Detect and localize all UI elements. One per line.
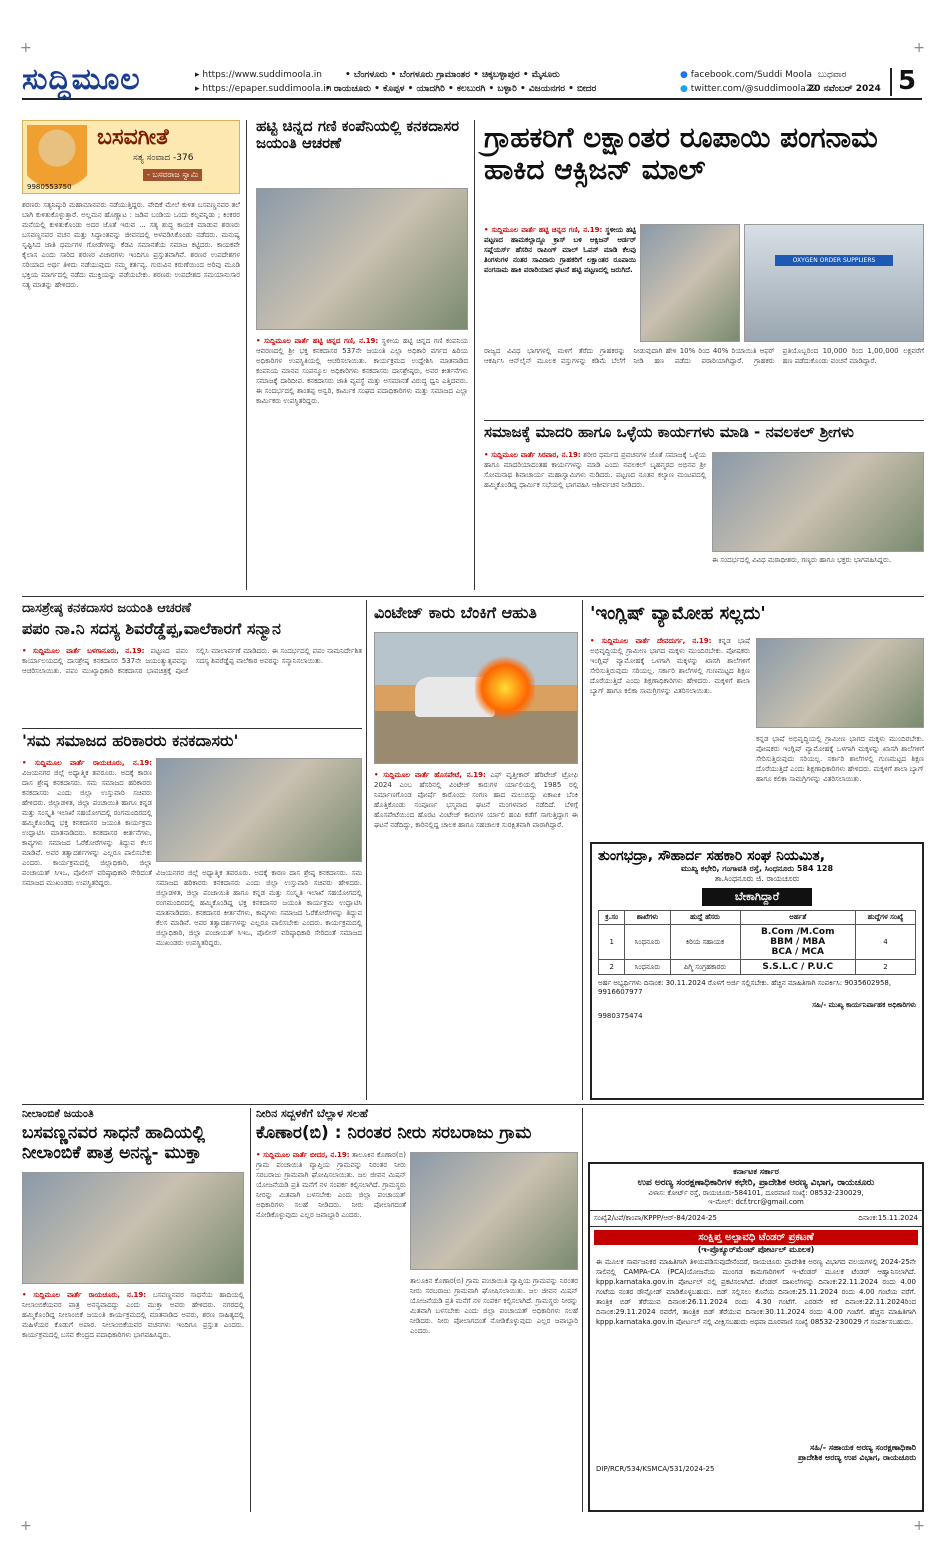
author-phone: 9980553750 (27, 183, 72, 191)
facebook-link[interactable] (680, 70, 812, 80)
section-rule (22, 1104, 924, 1105)
website-url[interactable]: https://www.suddimoola.in (202, 70, 322, 80)
ad-title: ತುಂಗಭದ್ರಾ, ಸೌಹಾರ್ದ ಸಹಕಾರಿ ಸಂಘ ನಿಯಮಿತ, (598, 848, 826, 864)
table-cell: 2 (599, 960, 625, 975)
basavageethe-body: ಶರಣರು ಸತ್ಯನಿಷ್ಠುರಿ ಮಹಾಮಾನವರು ನಡೆಯುತ್ತಿದ್ದರು. ವೇದಿಕೆ ಮೇಲೆ ಕುಳಿತ ಬಸವಣ್ಣನವರ ತಲೆ ಬಾಗಿ ಕುಳಿತುಕೊಳ್ಳುತ್ತಾರೆ. ಅಲ್ಲಮನ ಹೊಣ್ಣಾಟ : ಜಡಿವ ಬಂಡಿಯ ಒಂದು ಕಲ್ಪವನ್ನಿಡು ; ಕಿಂಕರರ ಮನೆಯಲ್ಲಿ ಕುಳಿತುಕೊಂಡು ಅದರ ಜೊತೆ ಇರುವ ... ಸತ್ಯ ಶುದ್ಧ ಕಾಯಕ ಮಾಡುವ ಶರಣರು ಬಸವಣ್ಣನವರ ವಚನ ಮತ್ತು ಸಿದ್ಧಾಂತವನ್ನು ಜೀವನದಲ್ಲಿ ಅಳವಡಿಸಿಕೊಂಡು ನಡೆದರು. ಮನುಷ್ಯ ಸೃಷ್ಟಿಸಿದ ಜಾತಿ ಧರ್ಮಗಳ ಗೋಡೆಗಳನ್ನು ಕೆಡವಿ ಸಮಾನತೆಯ ಸಮಾಜ ಕಟ್ಟಿದರು. ಕಾಯಕವೇ ಕೈಲಾಸ ಎಂದು ಸಾರಿದ ಶರಣರ ವಿಚಾರಗಳು ಇಂದಿಗೂ ಪ್ರಸ್ತುತವಾಗಿವೆ. ಶರಣರ ಉಪದೇಶಗಳ ಸರಿಯಾದ ಅರ್ಥ ತಿಳಿದು ನಡೆಯುವುದು ನಮ್ಮ ಕರ್ತವ್ಯ. ಗುರುವಿನ ಕರುಣೆಯಿಂದ ಅರಿವು ಮೂಡಿ ಭಕ್ತಿಯ ಮಾರ್ಗದಲ್ಲಿ ನಡೆದು ಮುಕ್ತಿಯನ್ನು ಪಡೆಯಬೇಕು. ಶರಣರು ಉಪದೇಶದ ಸಮಯಾನುಸಾರ ಸತ್ಯ ಮಾತನ್ನು ಹೇಳಿದರು. (22, 201, 240, 289)
article-text: ತಾಲೂಕಿನ ಕೊಣಾರ(ಬಿ) ಗ್ರಾಮ ಪಂಚಾಯಿತಿ ವ್ಯಾಪ್ತಿಯ ಗ್ರಾಮವನ್ನು ನಿರಂತರ ನೀರು ಸರಬರಾಜು ಗ್ರಾಮವಾಗಿ ಘೋಷಿಸಲಾಯಿತು. ಜಲ ಜೀವನ ಮಿಷನ್ ಯೋಜನೆಯಡಿ ಪ್ರತಿ ಮನೆಗೆ ನಳ ಸಂಪರ್ಕ ಕಲ್ಪಿಸಲಾಗಿದೆ. ಗ್ರಾಮಸ್ಥರು ನೀರನ್ನು ಮಿತವಾಗಿ ಬಳಸಬೇಕು ಎಂದು ಜಿಲ್ಲಾ ಪಂಚಾಯತ್ ಅಧಿಕಾರಿಗಳು ಸಲಹೆ ನೀಡಿದರು. ನೀರು ಪೋಲಾಗದಂತೆ ನೋಡಿಕೊಳ್ಳುವುದು ಎಲ್ಲರ ಜವಾಬ್ದಾರಿ ಎಂದರು. (256, 1151, 406, 1219)
epaper-url[interactable]: https://epaper.suddimoola.in (202, 84, 332, 94)
ad-signature: ಸಹಿ/- ಸಹಾಯಕ ಅರಣ್ಯ ಸಂರಕ್ಷಣಾಧಿಕಾರಿ (810, 1443, 916, 1452)
nalakal-headline: ಸಮಾಜಕ್ಕೆ ಮಾದರಿ ಹಾಗೂ ಒಳ್ಳೆಯ ಕಾರ್ಯಗಳು ಮಾಡಿ - ನವಲಕಲ್ ಶ್ರೀಗಳು (484, 423, 854, 441)
dasashreshta-body (22, 646, 362, 726)
english-body-col2: ಕನ್ನಡ ಭಾಷೆ ಅಭಿವೃದ್ಧಿಯಲ್ಲಿ ಗ್ರಾಮೀಣ ಭಾಗದ ಮಕ್ಕಳು ಮುಂದಿರಬೇಕು. ಪೋಷಕರು ಇಂಗ್ಲಿಷ್ ವ್ಯಾಮೋಹಕ್ಕೆ ಒಳಗಾಗಿ ಮಕ್ಕಳನ್ನು ಖಾಸಗಿ ಶಾಲೆಗಳಿಗೆ ಸೇರಿಸುತ್ತಿರುವುದು ಸರಿಯಲ್ಲ. ಸರ್ಕಾರಿ ಶಾಲೆಗಳಲ್ಲಿ ಗುಣಮಟ್ಟದ ಶಿಕ್ಷಣ ದೊರೆಯುತ್ತಿದೆ ಎಂದು ಶಿಕ್ಷಣಾಧಿಕಾರಿಗಳು ಹೇಳಿದರು. ಮಕ್ಕಳಿಗೆ ಶಾಲಾ ಬ್ಯಾಗ್ ಹಾಗೂ ಕಲಿಕಾ ಸಾಮಗ್ರಿಗಳನ್ನು ವಿತರಿಸಲಾಯಿತು. (756, 735, 924, 783)
ad-banner: ಸಂಕ್ಷಿಪ್ತ ಅಲ್ಪಾವಧಿ ಟೆಂಡರ್ ಪ್ರಕಟಣೆ (594, 1230, 918, 1245)
table-cell: 1 (599, 925, 625, 960)
facebook-icon: ● (680, 70, 688, 80)
column-author: - ಬಸವರಾಜ ಸ್ವಾಮಿ (143, 169, 202, 181)
column-rule (366, 600, 367, 1100)
crop-mark: + (20, 40, 32, 56)
article-text: ಪಟ್ಟಣದ ಪಪಂ ಕಾರ್ಯಾಲಯದಲ್ಲಿ ದಾಸಶ್ರೇಷ್ಠ ಕನಕದಾಸರ 537ನೇ ಜಯಂತ್ಯುತ್ಸವವನ್ನು ಆಚರಿಸಲಾಯಿತು. ಪಪಂ ಮುಖ್ಯಾಧಿಕಾರಿ ಕನಕದಾಸರ ಭಾವಚಿತ್ರಕ್ಕೆ ಪೂಜೆ ಸಲ್ಲಿಸಿ ಮಾಲಾರ್ಪಣೆ ಮಾಡಿದರು. ಈ ಸಂದರ್ಭದಲ್ಲಿ ಪಪಂ ನಾಮನಿರ್ದೇಶಿತ ಸದಸ್ಯ ಶಿವರೆಡ್ಡೆಪ್ಪ ವಾಲೆಕಾರ ಅವರನ್ನು ಸನ್ಮಾನಿಸಲಾಯಿತು. (22, 647, 362, 675)
table-row (599, 960, 916, 975)
sama-samaja-body-col1 (22, 758, 152, 1098)
nilambike-photo (22, 1172, 244, 1284)
column-rule (246, 120, 247, 590)
table-cell: ಪಿಗ್ಮಿ ಸಂಗ್ರಹಕಾರರು (670, 960, 740, 975)
table-row (599, 925, 916, 960)
dasashreshta-headline: ಪಪಂ ನಾ.ನಿ ಸದಸ್ಯ ಶಿವರೆಡ್ಡೆಪ್ಪ,ವಾಲೆಕಾರಗೆ ಸನ್ಮಾನ (22, 619, 281, 638)
epaper-link[interactable]: ▸ https://epaper.suddimoola.in (195, 84, 332, 94)
ad-dip-code: DIP/RCR/534/KSMCA/531/2024-25 (596, 1465, 715, 1473)
article-text: ಬಸವಣ್ಣನವರ ಸಾಧನೆಯ ಹಾದಿಯಲ್ಲಿ ನೀಲಾಂಬಿಕೆಯವರ ಪಾತ್ರ ಅನನ್ಯವಾದದ್ದು ಎಂದು ಮುಕ್ತಾ ಅವರು ಹೇಳಿದರು. ನಗರದಲ್ಲಿ ಹಮ್ಮಿಕೊಂಡಿದ್ದ ನೀಲಾಂಬಿಕೆ ಜಯಂತಿ ಕಾರ್ಯಕ್ರಮದಲ್ಲಿ ಮಾತನಾಡಿದ ಅವರು, ಶರಣ ಸಾಹಿತ್ಯದಲ್ಲಿ ಮಹಿಳೆಯರ ಕೊಡುಗೆ ಅಪಾರ. ನೀಲಾಂಬಿಕೆಯವರ ವಚನಗಳು ಇಂದಿಗೂ ಪ್ರಸ್ತುತ ಎಂದರು. ಕಾರ್ಯಕ್ರಮದಲ್ಲಿ ಬಸವ ಕೇಂದ್ರದ ಪದಾಧಿಕಾರಿಗಳು ಭಾಗವಹಿಸಿದ್ದರು. (22, 1291, 244, 1339)
ad-gov: ಕರ್ನಾಟಕ ಸರ್ಕಾರ (733, 1167, 779, 1176)
table-header-row (599, 911, 916, 925)
facebook-text: facebook.com/Suddi Moola (690, 70, 812, 80)
ad-signature: ಸಹಿ/- ಮುಖ್ಯ ಕಾರ್ಯನಿರ್ವಾಹಕ ಅಧಿಕಾರಿಗಳು (812, 1001, 916, 1010)
shop-sign: OXYGEN ORDER SUPPLIERS (775, 255, 893, 266)
nalakal-body (484, 450, 706, 590)
article-text: ಎಫ್ ವೃತ್ತೀಕಾರ್ ಹೆರಿಟೇಜ್ ಟ್ರೋಫಿ 2024 ಎಂಬ ಹೆಸರಿನಲ್ಲಿ ವಿಂಟೇಜ್ ಕಾರುಗಳ ರ್ಯಾಲಿಯಲ್ಲಿ 1985 ರಲ್ಲಿ ನಿರ್ಮಾಣಗೊಂಡ ಪೋರ್ಷೆ ಕಾರೊಂದು ಸಂಗಣ ಹಾದ ಮಲುಬಿದ್ದು ಏಕಾಏಕಿ ಬೆಂಕಿ ಹೊತ್ತಿಕೊಂಡು ಸಂಪೂರ್ಣ ಭಸ್ಮವಾದ ಘಟನೆ ಮಂಗಳವಾರ ನಡೆದಿದೆ. ಬೆಳಿಗ್ಗೆ ಹೊಸಪೇಟೆಯಿಂದ ಹೊರಟ ವಿಂಟೇಜ್ ಕಾರುಗಳ ರ್ಯಾಲಿ ಹಂಪಿ ಕಡೆಗೆ ಸಾಗುತ್ತಿದ್ದಾಗ ಈ ಘಟನೆ ನಡೆದಿದ್ದು, ಕಾರಿನಲ್ಲಿದ್ದ ಚಾಲಕ ಹಾಗೂ ಸಹಚಾಲಕ ಸುರಕ್ಷಿತವಾಗಿ ಪಾರಾಗಿದ್ದಾರೆ. (374, 771, 578, 829)
nilambike-kicker: ನೀಲಾಂಬಿಕೆ ಜಯಂತಿ (22, 1107, 94, 1120)
tungabhadra-recruitment-ad (590, 842, 924, 1100)
table-cell: S.S.L.C / P.U.C (740, 960, 856, 975)
article-text: ವಿಜಯನಗರ ಜಿಲ್ಲೆ ಅಧ್ಯಾತ್ಮಿಕ ತವರೂರು. ಅದಕ್ಕೆ ಕಾರಣ ದಾಸ ಶ್ರೇಷ್ಠ ಕನಕದಾಸರು. ಸಮ ಸಮಾಜದ ಹರಿಕಾರರು ಕನಕದಾಸರು ಎಂದು ಜಿಲ್ಲಾ ಉಸ್ತುವಾರಿ ಸಚಿವರು ಹೇಳಿದರು. ಜಿಲ್ಲಾಡಳಿತ, ಜಿಲ್ಲಾ ಪಂಚಾಯಿತಿ ಹಾಗೂ ಕನ್ನಡ ಮತ್ತು ಸಂಸ್ಕೃತಿ ಇಲಾಖೆ ಸಹಯೋಗದಲ್ಲಿ ರಂಗಮಂದಿರದಲ್ಲಿ ಹಮ್ಮಿಕೊಂಡಿದ್ದ ಭಕ್ತ ಕನಕದಾಸರ ಜಯಂತಿ ಕಾರ್ಯಕ್ರಮ ಉದ್ಘಾಟಿಸಿ ಮಾತನಾಡಿದರು. ಕನಕದಾಸರ ಕೀರ್ತನೆಗಳು, ಕಾವ್ಯಗಳು ಸಮಾಜದ ಓರೆಕೋರೆಗಳನ್ನು ತಿದ್ದುವ ಕೆಲಸ ಮಾಡಿವೆ. ಅವರ ತತ್ವಾದರ್ಶಗಳನ್ನು ಎಲ್ಲರೂ ಪಾಲಿಸಬೇಕು ಎಂದರು. ಕಾರ್ಯಕ್ರಮದಲ್ಲಿ ಜಿಲ್ಲಾಧಿಕಾರಿ, ಜಿಲ್ಲಾ ಪಂಚಾಯತ್ ಸಿಇಒ, ಪೊಲೀಸ್ ವರಿಷ್ಠಾಧಿಕಾರಿ ಸೇರಿದಂತೆ ಸಮಾಜದ ಮುಖಂಡರು ಉಪಸ್ಥಿತರಿದ್ದರು. (22, 769, 152, 887)
forest-tender-ad (588, 1162, 924, 1512)
ad-address: ಮುಖ್ಯ ಕಛೇರಿ, ಗಂಗಾವತಿ ರಸ್ತೆ, ಸಿಂಧನೂರು 584 128 (680, 864, 834, 874)
page-number: 5 (898, 66, 917, 96)
dateline: • ಸುದ್ದಿಮೂಲ ವಾರ್ತೆ ಬಳಗಾನೂರು, ನ.19: (22, 647, 145, 655)
nilambike-headline: ಬಸವಣ್ಣನವರ ಸಾಧನೆ ಹಾದಿಯಲ್ಲಿ ನೀಲಾಂಬಿಕೆ ಪಾತ್ರ ಅನನ್ಯ- ಮುಕ್ತಾ (22, 1123, 206, 1163)
dateline: • ಸುದ್ದಿಮೂಲ ವಾರ್ತೆ ಬೀದರ, ನ.19: (256, 1151, 350, 1159)
english-body (590, 636, 750, 836)
article-text: ಸ್ಥಳೀಯ ಹಟ್ಟಿ ಚಿನ್ನದ ಗಣಿ ಕಂಪನಿಯ ಆವರಣದಲ್ಲಿ ಶ್ರೀ ಭಕ್ತ ಕನಕದಾಸರ 537ನೇ ಜಯಂತಿ ಎಲ್ಲಾ ಅಧಿಕಾರಿ ವರ್ಗದ ಹಿರಿಯ ಅಧಿಕಾರಿಗಳ ಉಪಸ್ಥಿತಿಯಲ್ಲಿ ಆಚರಿಸಲಾಯಿತು. ಕಾರ್ಯಕ್ರಮದ ಉದ್ದೇಶಿಸಿ ಮಾತನಾಡಿದ ಕಂಪನಿಯ ಮಾನವ ಸಂಪನ್ಮೂಲ ಅಧಿಕಾರಿಗಳು ಕನಕದಾಸರು ದಾಸಶ್ರೇಷ್ಠರು, ಅವರ ಕೀರ್ತನೆಗಳು ಸಮಾಜಕ್ಕೆ ದಾರಿದೀಪ. ಕನಕದಾಸರು ಜಾತಿ ವ್ಯವಸ್ಥೆ ಮತ್ತು ಅಸಮಾನತೆ ವಿರುದ್ಧ ಧ್ವನಿ ಎತ್ತಿದವರು. ಈ ಸಂದರ್ಭದಲ್ಲಿ ಶಾಂತಪ್ಪ ಅನ್ವರಿ, ಕಾರ್ಮಿಕ ಸಂಘದ ಪದಾಧಿಕಾರಿಗಳು ಮತ್ತು ಸಮಾಜದ ಎಲ್ಲಾ ಕಾರ್ಮಿಕರು ಉಪಸ್ಥಿತರಿದ್ದರು. (256, 337, 468, 405)
column-rule (250, 1108, 251, 1512)
divider (890, 68, 892, 96)
nalakal-photo (712, 452, 924, 552)
twitter-text: twitter.com/@suddimoola22 (690, 84, 818, 94)
koonara-body-col2: ತಾಲೂಕಿನ ಕೊಣಾರ(ಬಿ) ಗ್ರಾಮ ಪಂಚಾಯಿತಿ ವ್ಯಾಪ್ತಿಯ ಗ್ರಾಮವನ್ನು ನಿರಂತರ ನೀರು ಸರಬರಾಜು ಗ್ರಾಮವಾಗಿ ಘೋಷಿಸಲಾಯಿತು. ಜಲ ಜೀವನ ಮಿಷನ್ ಯೋಜನೆಯಡಿ ಪ್ರತಿ ಮನೆಗೆ ನಳ ಸಂಪರ್ಕ ಕಲ್ಪಿಸಲಾಗಿದೆ. ಗ್ರಾಮಸ್ಥರು ನೀರನ್ನು ಮಿತವಾಗಿ ಬಳಸಬೇಕು ಎಂದು ಜಿಲ್ಲಾ ಪಂಚಾಯತ್ ಅಧಿಕಾರಿಗಳು ಸಲಹೆ ನೀಡಿದರು. ನೀರು ಪೋಲಾಗದಂತೆ ನೋಡಿಕೊಳ್ಳುವುದು ಎಲ್ಲರ ಜವಾಬ್ದಾರಿ ಎಂದರು. (410, 1277, 578, 1335)
kanakadasa-hatti-body (256, 336, 468, 588)
ad-taluk: ತಾ.ಸಿಂಧನೂರು ಜಿ. ರಾಯಚೂರು (714, 874, 800, 884)
oxygen-mall-body: ರಾಜ್ಯದ ವಿವಿಧ ಭಾಗಗಳಲ್ಲಿ ಮಳಿಗೆ ತೆರೆದು ಗ್ರಾಹಕರನ್ನು ಆಕರ್ಷಿಸಿ ಆನ್‌ಲೈನ್ ಮೂಲಕ ವಸ್ತುಗಳನ್ನು ಕಡಿಮೆ ಬೆಲೆಗೆ ನೀಡುವುದಾಗಿ ಹೇಳಿ 10% ರಿಂದ 40% ರಿಯಾಯಿತಿ ಆಫರ್ ನೀಡಿ ಹಣ ಪಡೆದು ಪರಾರಿಯಾಗಿದ್ದಾರೆ. ಗ್ರಾಹಕರು ಪ್ರತಿಯೊಬ್ಬರಿಂದ 10,000 ರಿಂದ 1,00,000 ಲಕ್ಷವರೆಗೆ ಹಣ ಪಡೆದುಕೊಂಡು ವಂಚನೆ ಮಾಡಿದ್ದಾರೆ. (484, 347, 924, 365)
section-rule (484, 420, 924, 421)
column-title: ಬಸವಗೀತೆ (97, 125, 169, 150)
ad-body: ಈ ಮೂಲಕ ಸಾರ್ವಜನಿಕರ ಮಾಹಿತಿಗಾಗಿ ತಿಳಿಯಪಡಿಸುವುದೇನೆಂದರೆ, ರಾಯಚೂರು ಪ್ರಾದೇಶಿಕ ಅರಣ್ಯ ವಿಭಾಗದ ವಲಯಗಳಲ್ಲಿ 2024-25ನೇ ಸಾಲಿನಲ್ಲಿ CAMPA-CA (PCA)ಯೋಜನೆಯ ಮುಂಗಡ ಕಾಮಗಾರಿಗಳಿಗೆ ಇ-ಟೆಂಡರ್ ಮೂಲಕ ಟೆಂಡರ್ ಆಹ್ವಾನಿಸಲಾಗಿದೆ. kppp.karnataka.gov.in ಪೋರ್ಟಲ್ ನಲ್ಲಿ ಪ್ರಕಟಿಸಲಾಗಿದೆ. ಟೆಂಡರ್ ದಾಖಲೆಗಳನ್ನು ದಿನಾಂಕ:22.11.2024 ರಂದು 4.00 ಗಂಟೆಯ ನಂತರ ಡೌನ್ಲೋಡ್ ಮಾಡಿಕೊಳ್ಳಬಹುದು. ಬಿಡ್ ಸಲ್ಲಿಸಲು ಕೊನೆಯ ದಿನಾಂಕ:25.11.2024 ರಂದು 4.00 ಗಂಟೆಯ ವರೆಗೆ. ತಾಂತ್ರಿಕ ಬಿಡ್ ತೆರೆಯುವ ದಿನಾಂಕ:26.11.2024 ರಂದು 4.30 ಗಂಟೆಗೆ. ಎರಡನೇ ಕರೆ ದಿನಾಂಕ:22.11.2024ರಿಂದ ದಿನಾಂಕ:29.11.2024 ರವರೆಗೆ, ತಾಂತ್ರಿಕ ಬಿಡ್ ತೆರೆಯುವ ದಿನಾಂಕ:30.11.2024 ರಂದು 4.00 ಗಂಟೆಗೆ. ಹೆಚ್ಚಿನ ಮಾಹಿತಿಗಾಗಿ kppp.karnataka.gov.in ಪೋರ್ಟಲ್ ನಲ್ಲಿ ವೀಕ್ಷಿಸಬಹುದು ಅಥವಾ ದೂರವಾಣಿ ಸಂಖ್ಯೆ 08532-230029 ಗೆ ಸಂಪರ್ಕಿಸಬಹುದು. (596, 1258, 916, 1326)
oxygen-mall-headline: ಗ್ರಾಹಕರಿಗೆ ಲಕ್ಷಾಂತರ ರೂಪಾಯಿ ಪಂಗನಾಮ ಹಾಕಿದ ಆಕ್ಸಿಜನ್ ಮಾಲ್ (484, 121, 878, 187)
twitter-link[interactable] (680, 84, 817, 94)
dateline: • ಸುದ್ದಿಮೂಲ ವಾರ್ತೆ ಹಟ್ಟಿ ಚಿನ್ನದ ಗಣಿ, ನ.19: (256, 337, 379, 345)
nilambike-body (22, 1290, 244, 1510)
ad-ref-row (590, 1210, 922, 1227)
section-rule (22, 728, 362, 729)
table-header: ಹುದ್ದೆ ಹೆಸರು (670, 911, 740, 925)
oxygen-mall-photo-2 (744, 224, 924, 342)
ad-ref-date: ದಿನಾಂಕ:15.11.2024 (858, 1214, 918, 1222)
nalakal-caption: ಈ ಸಂದರ್ಭದಲ್ಲಿ ವಿವಿಧ ಮಠಾಧೀಶರು, ಗಣ್ಯರು ಹಾಗೂ ಭಕ್ತರು ಭಾಗವಹಿಸಿದ್ದರು. (712, 556, 892, 564)
ad-signature-office: ಪ್ರಾದೇಶಿಕ ಅರಣ್ಯ ಉಪ ವಿಭಾಗ, ರಾಯಚೂರು (798, 1453, 916, 1462)
ad-sub-banner: (ಇ-ಪ್ರೊಕ್ಯೂರ್‌ಮೆಂಟ್ ಪೋರ್ಟಲ್ ಮೂಲಕ) (697, 1245, 815, 1254)
table-cell: ಸಿಂಧನೂರು (625, 960, 670, 975)
crop-mark: + (913, 1518, 925, 1534)
saint-portrait (27, 125, 87, 191)
twitter-icon: ● (680, 84, 688, 94)
kanakadasa-hatti-headline: ಹಟ್ಟಿ ಚಿನ್ನದ ಗಣಿ ಕಂಪೆನಿಯಲ್ಲಿ ಕನಕದಾಸರ ಜಯಂತಿ ಆಚರಣೆ (256, 117, 460, 153)
table-header: ಕ್ರ.ಸಂ (599, 911, 625, 925)
table-cell: B.Com /M.Com BBM / MBA BCA / MCA (740, 925, 856, 960)
vintage-car-body (374, 770, 578, 1098)
vintage-car-photo (374, 632, 578, 764)
ad-phone: 9980375474 (598, 1012, 643, 1021)
koonara-photo (410, 1152, 578, 1270)
table-cell: 4 (856, 925, 916, 960)
oxygen-mall-photo-1 (640, 224, 740, 342)
district-nav-row1[interactable]: • ಬೆಂಗಳೂರು • ಬೆಂಗಳೂರು ಗ್ರಾಮಾಂತರ • ಚಿಕ್ಕಬಳ್ಳಾಪುರ • ಮೈಸೂರು (345, 70, 560, 80)
english-headline: 'ಇಂಗ್ಲಿಷ್ ವ್ಯಾಮೋಹ ಸಲ್ಲದು' (590, 603, 766, 624)
basavageethe-header (22, 120, 240, 194)
district-nav-row2[interactable]: • ರಾಯಚೂರು • ಕೊಪ್ಪಳ • ಯಾದಗಿರಿ • ಕಲಬುರಗಿ • ಬಳ್ಳಾರಿ • ವಿಜಯನಗರ • ಬೀದರ (325, 84, 597, 94)
ad-address: ವಿಳಾಸ: ಕೋರ್ಟ್ ರಸ್ತೆ, ರಾಯಚೂರು-584101, ದೂರವಾಣಿ ಸಂಖ್ಯೆ: 08532-230029, (648, 1189, 864, 1197)
koonara-headline: ಕೊಣಾರ(ಬಿ) : ನಿರಂತರ ನೀರು ಸರಬರಾಜು ಗ್ರಾಮ (256, 1123, 532, 1143)
vacancy-table (598, 910, 916, 975)
table-header: ಹುದ್ದೆಗಳ ಸಂಖ್ಯೆ (856, 911, 916, 925)
crop-mark: + (913, 40, 925, 56)
column-rule (582, 1108, 583, 1512)
sama-samaja-photo (156, 758, 362, 862)
section-rule (22, 596, 924, 597)
dateline: • ಸುದ್ದಿಮೂಲ ವಾರ್ತೆ ಹೊಸಪೇಟೆ, ನ.19: (374, 771, 486, 779)
dateline: • ಸುದ್ದಿಮೂಲ ವಾರ್ತೆ ದೇವದುರ್ಗ, ನ.19: (590, 637, 712, 645)
vintage-car-headline: ವಿಂಟೇಜ್ ಕಾರು ಬೆಂಕಿಗೆ ಆಹುತಿ (374, 603, 537, 622)
lead-text: ಸ್ಥಳೀಯ ಹಟ್ಟಿ ಪಟ್ಟಣದ ಹಾಮಕಲ್ಲಾದ್ದೂ ಕ್ರಾಸ್ ಬಳಿ ಆಕ್ಸಿಜನ್ ಆರ್ಡರ್ ಸಪ್ಲೆಯರ್ಸ್ ಹೆಸರಿನ ರಾಪಿಂಗ್ ಮಾಲ್ ಓಪನ್ ಮಾಡಿ ಕೆಲವು ತಿಂಗಳುಗಳ ನಂತರ ಸಾವಿರಾರು ಗ್ರಾಹಕರಿಗೆ ಲಕ್ಷಾಂತರ ರೂಪಾಯಿ ಪಂಗನಾಮ ಹಾಕಿ ಪರಾರಿಯಾದ ಘಟನೆ ಹಟ್ಟಿ ಪಟ್ಟಣದಲ್ಲಿ ಜರುಗಿದೆ. (484, 226, 636, 274)
koonara-body-col1 (256, 1150, 406, 1510)
ad-office: ಉಪ ಅರಣ್ಯ ಸಂರಕ್ಷಣಾಧಿಕಾರಿಗಳ ಕಛೇರಿ, ಪ್ರಾದೇಶಿಕ ಅರಣ್ಯ ವಿಭಾಗ, ರಾಯಚೂರು (637, 1178, 875, 1188)
table-header: ಅರ್ಹತೆ (740, 911, 856, 925)
table-header: ಶಾಖೆಗಳು (625, 911, 670, 925)
sama-samaja-headline: 'ಸಮ ಸಮಾಜದ ಹರಿಕಾರರು ಕನಕದಾಸರು' (22, 731, 239, 750)
column-rule (474, 120, 475, 590)
dateline: • ಸುದ್ದಿಮೂಲ ವಾರ್ತೆ ಸಿರವಾರ, ನ.19: (484, 451, 581, 459)
koonara-kicker: ನೀರಿನ ಸದ್ಬಳಕೆಗೆ ಬೆಲ್ಲಾಳ ಸಲಹೆ (256, 1107, 368, 1120)
table-cell: ಕಿರಿಯ ಸಹಾಯಕ (670, 925, 740, 960)
column-subtitle: ಸತ್ಯ ಸಂವಾದ -376 (133, 153, 194, 163)
article-text: ಕನ್ನಡ ಭಾಷೆ ಅಭಿವೃದ್ಧಿಯಲ್ಲಿ ಗ್ರಾಮೀಣ ಭಾಗದ ಮಕ್ಕಳು ಮುಂದಿರಬೇಕು. ಪೋಷಕರು ಇಂಗ್ಲಿಷ್ ವ್ಯಾಮೋಹಕ್ಕೆ ಒಳಗಾಗಿ ಮಕ್ಕಳನ್ನು ಖಾಸಗಿ ಶಾಲೆಗಳಿಗೆ ಸೇರಿಸುತ್ತಿರುವುದು ಸರಿಯಲ್ಲ. ಸರ್ಕಾರಿ ಶಾಲೆಗಳಲ್ಲಿ ಗುಣಮಟ್ಟದ ಶಿಕ್ಷಣ ದೊರೆಯುತ್ತಿದೆ ಎಂದು ಶಿಕ್ಷಣಾಧಿಕಾರಿಗಳು ಹೇಳಿದರು. ಮಕ್ಕಳಿಗೆ ಶಾಲಾ ಬ್ಯಾಗ್ ಹಾಗೂ ಕಲಿಕಾ ಸಾಮಗ್ರಿಗಳನ್ನು ವಿತರಿಸಲಾಯಿತು. (590, 637, 750, 695)
ad-badge: ಬೇಕಾಗಿದ್ದಾರೆ (702, 888, 812, 906)
crop-mark: + (20, 1518, 32, 1534)
website-link[interactable]: ▸ https://www.suddimoola.in (195, 70, 322, 80)
table-cell: ಸಿಂಧನೂರು (625, 925, 670, 960)
table-cell: 2 (856, 960, 916, 975)
issue-day: ಬುಧವಾರ (818, 70, 847, 80)
english-photo (756, 638, 924, 728)
dateline: • ಸುದ್ದಿಮೂಲ ವಾರ್ತೆ ರಾಯಚೂರು, ನ.19: (22, 759, 152, 767)
issue-date: 20 ನವೆಂಬರ್ 2024 (808, 84, 881, 94)
oxygen-mall-lead (484, 225, 636, 355)
newspaper-logo: ಸುದ್ದಿಮೂಲ (22, 62, 141, 97)
ad-note: ಅರ್ಹ ಅಭ್ಯರ್ಥಿಗಳು ದಿನಾಂಕ: 30.11.2024 ರೊಳಗೆ ಅರ್ಜಿ ಸಲ್ಲಿಸಬೇಕು. ಹೆಚ್ಚಿನ ಮಾಹಿತಿಗಾಗಿ ಸಂಪರ್ಕಿಸಿ: 9035602958, 9916607977 (598, 979, 892, 997)
sama-samaja-body-col2: ವಿಜಯನಗರ ಜಿಲ್ಲೆ ಅಧ್ಯಾತ್ಮಿಕ ತವರೂರು. ಅದಕ್ಕೆ ಕಾರಣ ದಾಸ ಶ್ರೇಷ್ಠ ಕನಕದಾಸರು. ಸಮ ಸಮಾಜದ ಹರಿಕಾರರು ಕನಕದಾಸರು ಎಂದು ಜಿಲ್ಲಾ ಉಸ್ತುವಾರಿ ಸಚಿವರು ಹೇಳಿದರು. ಜಿಲ್ಲಾಡಳಿತ, ಜಿಲ್ಲಾ ಪಂಚಾಯಿತಿ ಹಾಗೂ ಕನ್ನಡ ಮತ್ತು ಸಂಸ್ಕೃತಿ ಇಲಾಖೆ ಸಹಯೋಗದಲ್ಲಿ ರಂಗಮಂದಿರದಲ್ಲಿ ಹಮ್ಮಿಕೊಂಡಿದ್ದ ಭಕ್ತ ಕನಕದಾಸರ ಜಯಂತಿ ಕಾರ್ಯಕ್ರಮ ಉದ್ಘಾಟಿಸಿ ಮಾತನಾಡಿದರು. ಕನಕದಾಸರ ಕೀರ್ತನೆಗಳು, ಕಾವ್ಯಗಳು ಸಮಾಜದ ಓರೆಕೋರೆಗಳನ್ನು ತಿದ್ದುವ ಕೆಲಸ ಮಾಡಿವೆ. ಅವರ ತತ್ವಾದರ್ಶಗಳನ್ನು ಎಲ್ಲರೂ ಪಾಲಿಸಬೇಕು ಎಂದರು. ಕಾರ್ಯಕ್ರಮದಲ್ಲಿ ಜಿಲ್ಲಾಧಿಕಾರಿ, ಜಿಲ್ಲಾ ಪಂಚಾಯತ್ ಸಿಇಒ, ಪೊಲೀಸ್ ವರಿಷ್ಠಾಧಿಕಾರಿ ಸೇರಿದಂತೆ ಸಮಾಜದ ಮುಖಂಡರು ಉಪಸ್ಥಿತರಿದ್ದರು. (156, 869, 362, 947)
ad-email: ಇ-ಮೇಲ್: dcf.trcr@gmail.com (708, 1198, 804, 1206)
column-rule (582, 600, 583, 1100)
dasashreshta-kicker: ದಾಸಶ್ರೇಷ್ಠ ಕನಕದಾಸರ ಜಯಂತಿ ಆಚರಣೆ (22, 601, 192, 616)
ad-ref: ಸಂಖ್ಯೆ2/ಟಪೆ/ಕಾಂಪಾ/KPPP/ಆರ್-84/2024-25 (594, 1214, 717, 1222)
fire-shape (475, 653, 535, 723)
dateline: • ಸುದ್ದಿಮೂಲ ವಾರ್ತೆ ಹಟ್ಟಿ ಚಿನ್ನದ ಗಣಿ, ನ.19: (484, 226, 603, 234)
article-text: ಶರೀರ ಧರ್ಮದ ಪ್ರವಚನಗಳ ಜೊತೆ ಸಮಾಜಕ್ಕೆ ಒಳ್ಳೆಯ ಹಾಗೂ ಮಾದರಿಯಾದಂತಹ ಕಾರ್ಯಗಳನ್ನು ಮಾಡಿ ಎಂದು ನವಲಕಲ್ ಬೃಹನ್ಮಠದ ಅಭಿನವ ಶ್ರೀ ಸೋಮನಾಥ ಶಿವಾಚಾರ್ಯ ಮಹಾಸ್ವಾಮಿಗಳು ನುಡಿದರು. ಪಟ್ಟಣದ ನೂತನ ಕಲ್ಯಾಣ ಮಂಟಪದಲ್ಲಿ ಹಮ್ಮಿಕೊಂಡಿದ್ದ ಧಾರ್ಮಿಕ ಸಭೆಯಲ್ಲಿ ಭಾಗವಹಿಸಿ ಆಶೀರ್ವಚನ ನೀಡಿದರು. (484, 451, 706, 489)
dateline: • ಸುದ್ದಿಮೂಲ ವಾರ್ತೆ ರಾಯಚೂರು, ನ.19: (22, 1291, 147, 1299)
kanakadasa-hatti-photo (256, 188, 468, 330)
